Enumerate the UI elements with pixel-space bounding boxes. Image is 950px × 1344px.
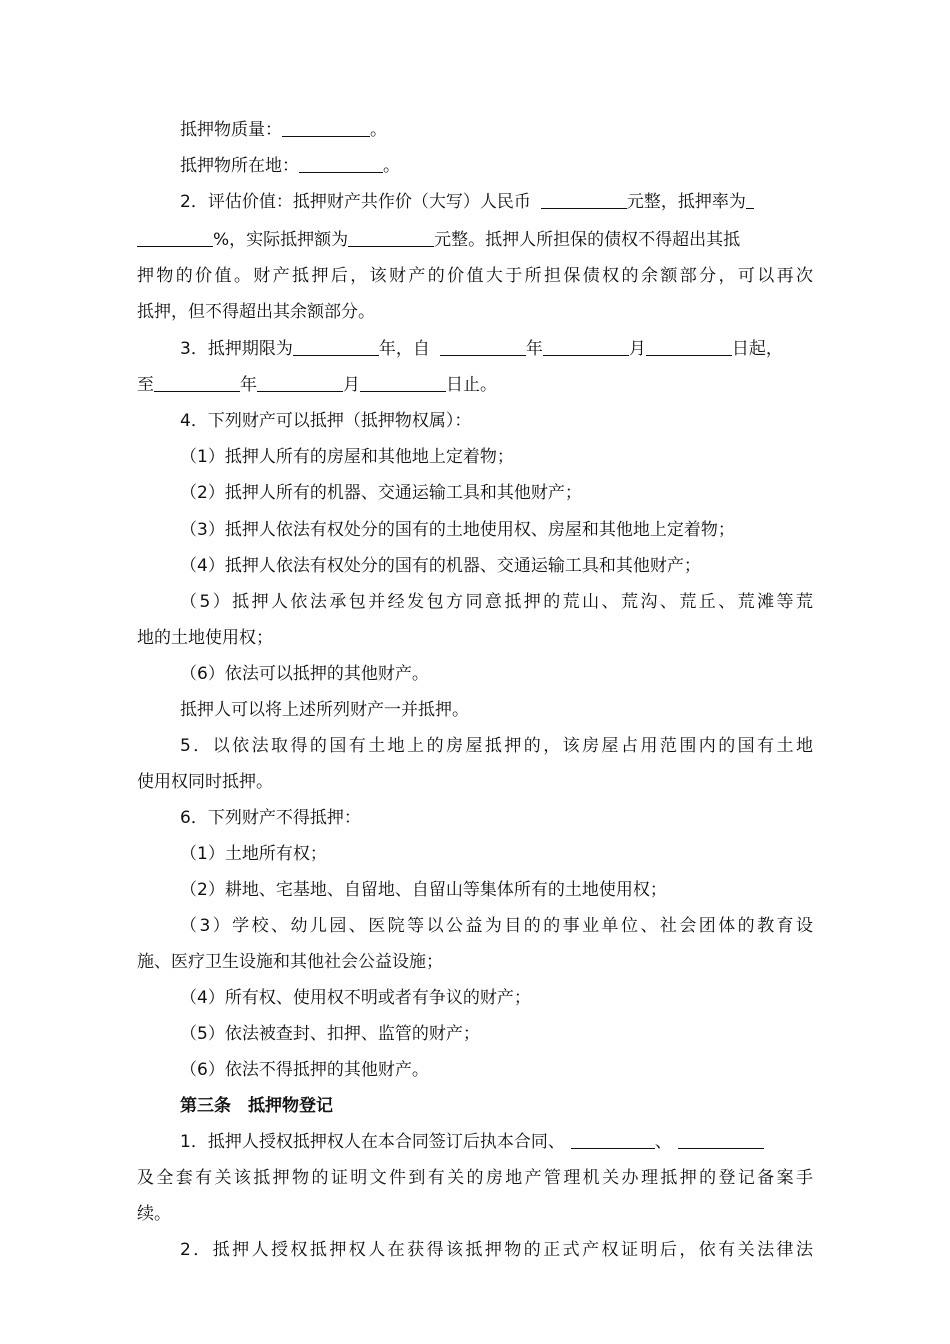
line-mortgage-rate [137,229,740,251]
list-item: （6）依法可以抵押的其他财产。 [180,664,429,684]
line-mortgage-term [180,338,783,360]
list-item: （3）学校、幼儿园、医院等以公益为目的的事业单位、社会团体的教育设 [180,916,813,936]
list-item: （1）土地所有权； [180,844,327,864]
text: 抵押物质量： [180,120,282,140]
text: 元整。抵押人所担保的债权不得超出其抵 [434,230,741,250]
list-item: （4）抵押人依法有权处分的国有的机器、交通运输工具和其他财产； [180,556,701,576]
fill-blank[interactable] [360,374,446,392]
fill-blank[interactable] [348,229,434,247]
paragraph-line: 续。 [137,1204,171,1224]
fill-blank[interactable] [137,229,213,247]
paragraph-line: 抵押，但不得超出其余额部分。 [137,302,375,322]
paragraph-line: 使用权同时抵押。 [137,772,273,792]
line-collateral-quality [180,119,387,141]
text: %，实际抵押额为 [213,230,349,250]
text: 年 [525,339,543,359]
fill-blank[interactable] [293,338,379,356]
list-item: （2）抵押人所有的机器、交通运输工具和其他财产； [180,483,582,503]
text: 。 [383,156,400,176]
paragraph-line: 2．抵押人授权抵押权人在获得该抵押物的正式产权证明后，依有关法律法 [180,1240,813,1260]
fill-blank[interactable] [154,374,240,392]
text: 。 [370,120,387,140]
list-item: （5）抵押人依法承包并经发包方同意抵押的荒山、荒沟、荒丘、荒滩等荒 [180,592,813,612]
text: 2．评估价值：抵押财产共作价（大写）人民币 [180,192,531,212]
text: 月 [628,339,646,359]
paragraph-line: 6．下列财产不得抵押： [180,808,361,828]
paragraph-line: 押物的价值。财产抵押后，该财产的价值大于所担保债权的余额部分，可以再次 [137,266,813,286]
paragraph-line: 抵押人可以将上述所列财产一并抵押。 [180,700,469,720]
fill-blank[interactable] [257,374,343,392]
section-heading: 第三条 抵押物登记 [180,1096,333,1116]
fill-blank[interactable] [440,338,526,356]
fill-blank[interactable] [678,1131,764,1149]
text: 日起， [731,339,783,359]
list-item: （4）所有权、使用权不明或者有争议的财产； [180,988,531,1008]
paragraph-line: 地的土地使用权； [137,628,273,648]
list-item: （5）依法被查封、扣押、监管的财产； [180,1024,480,1044]
text: 年 [240,375,257,395]
text: 日止。 [446,375,497,395]
fill-blank[interactable] [282,119,370,137]
line-valuation [180,191,754,213]
line-registration-1 [180,1131,764,1153]
fill-blank[interactable] [646,338,732,356]
list-item: （2）耕地、宅基地、自留地、自留山等集体所有的土地使用权； [180,880,667,900]
fill-blank[interactable] [746,191,754,209]
line-term-end [137,374,497,396]
fill-blank[interactable] [571,1131,655,1149]
fill-blank[interactable] [543,338,629,356]
list-item: （1）抵押人所有的房屋和其他地上定着物； [180,447,514,467]
text: 抵押物所在地： [180,156,299,176]
text: 元整，抵押率为 [626,192,746,212]
text: 3．抵押期限为 [180,339,293,359]
text: 年，自 [378,339,430,359]
list-item: （6）依法不得抵押的其他财产。 [180,1060,429,1080]
fill-blank[interactable] [541,191,627,209]
text: 1．抵押人授权抵押权人在本合同签订后执本合同、 [180,1132,565,1152]
list-item: （3）抵押人依法有权处分的国有的土地使用权、房屋和其他地上定着物； [180,520,735,540]
line-collateral-location [180,155,400,177]
paragraph-line: 5．以依法取得的国有土地上的房屋抵押的，该房屋占用范围内的国有土地 [180,736,813,756]
paragraph-line: 施、医疗卫生设施和其他社会公益设施； [137,952,443,972]
text: 月 [343,375,360,395]
paragraph-line: 及全套有关该抵押物的证明文件到有关的房地产管理机关办理抵押的登记备案手 [137,1168,813,1188]
text: 至 [137,375,154,395]
fill-blank[interactable] [299,155,383,173]
text: 、 [654,1132,672,1152]
paragraph-line: 4．下列财产可以抵押（抵押物权属）： [180,411,472,431]
